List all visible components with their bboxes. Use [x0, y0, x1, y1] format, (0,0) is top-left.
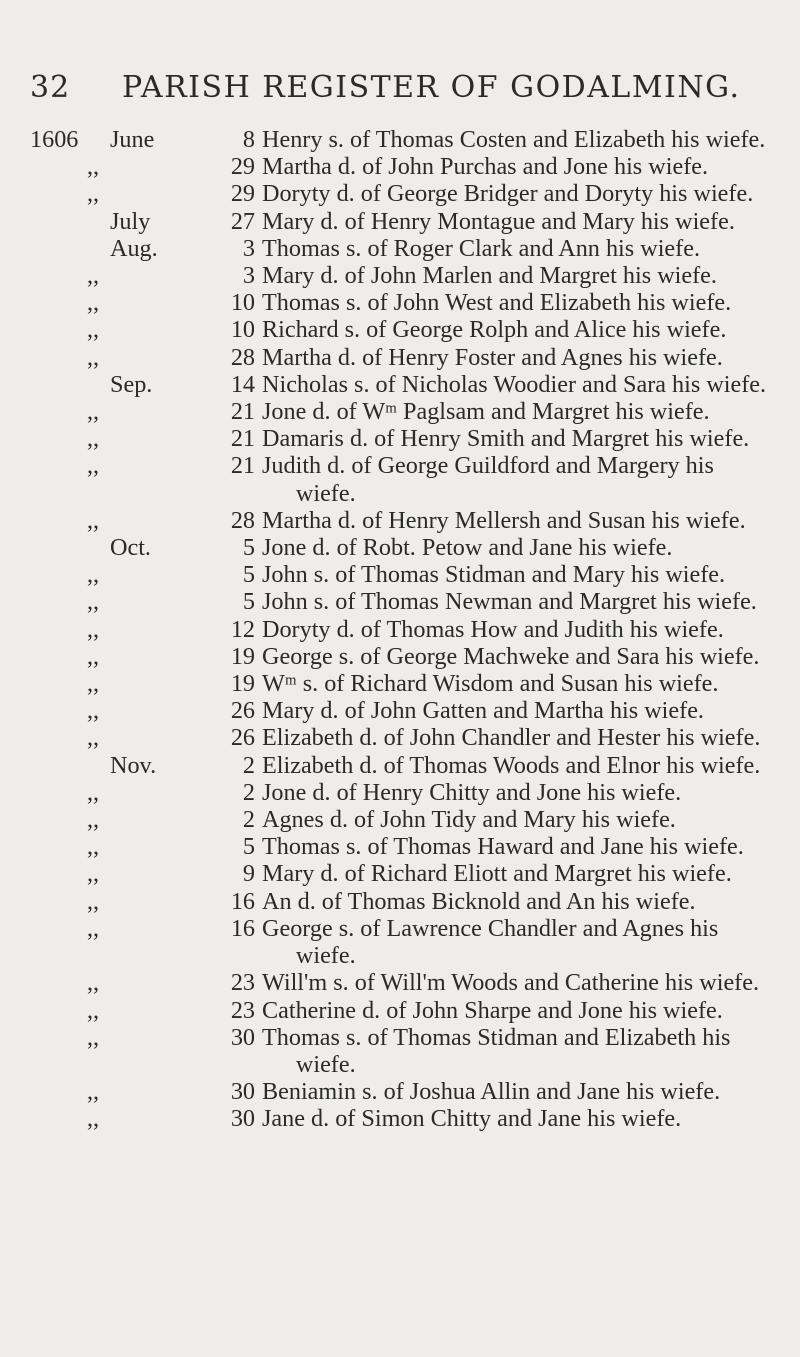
register-entry: [30, 316, 775, 343]
entry-ditto-mark: ,,: [87, 724, 100, 752]
entry-day: 30: [230, 1023, 255, 1051]
register-entry: [30, 724, 775, 751]
register-entry: [30, 561, 775, 588]
entry-text: Jone d. of Henry Chitty and Jone his wiefe.: [262, 778, 682, 806]
register-entry: [30, 997, 775, 1024]
entry-day: 26: [230, 697, 255, 725]
entry-text: John s. of Thomas Newman and Margret his wiefe.: [262, 588, 757, 616]
entry-ditto-mark: ,,: [87, 262, 100, 290]
register-entry: [30, 208, 775, 235]
entry-day: 16: [230, 914, 255, 942]
entry-ditto-mark: ,,: [87, 316, 100, 344]
entry-day: 3: [242, 234, 255, 262]
entry-ditto-mark: ,,: [87, 561, 100, 589]
register-entry: [30, 126, 775, 153]
register-entry: [30, 969, 775, 996]
entry-ditto-mark: ,,: [87, 289, 100, 317]
entry-day: 2: [242, 778, 255, 806]
register-entry: [30, 452, 775, 506]
register-entry: [30, 344, 775, 371]
entry-day: 21: [230, 452, 255, 480]
entry-month: Sep.: [110, 370, 153, 398]
entry-day: 9: [242, 860, 255, 888]
register-entry: [30, 670, 775, 697]
entry-ditto-mark: ,,: [87, 1023, 100, 1051]
entry-text: George s. of Lawrence Chandler and Agnes his wiefe.: [262, 914, 719, 970]
entry-text: George s. of George Machweke and Sara his wiefe.: [262, 642, 760, 670]
entry-ditto-mark: ,,: [87, 1078, 100, 1106]
entry-ditto-mark: ,,: [87, 398, 100, 426]
entry-month: Aug.: [110, 234, 158, 262]
entry-ditto-mark: ,,: [87, 452, 100, 480]
register-entry: [30, 289, 775, 316]
entry-day: 2: [242, 806, 255, 834]
entry-day: 8: [242, 126, 255, 153]
entry-text: Mary d. of John Gatten and Martha his wiefe.: [262, 697, 704, 725]
page-number: 32: [30, 70, 71, 105]
entry-ditto-mark: ,,: [87, 833, 100, 861]
entry-text: Will'm s. of Will'm Woods and Catherine his wiefe.: [262, 969, 760, 997]
entry-day: 27: [230, 207, 255, 235]
entry-ditto-mark: ,,: [87, 670, 100, 698]
register-entry: [30, 779, 775, 806]
entry-ditto-mark: ,,: [87, 778, 100, 806]
entry-text: Mary d. of Richard Eliott and Margret his wiefe.: [262, 860, 732, 888]
register-entry: [30, 915, 775, 969]
entry-ditto-mark: ,,: [87, 642, 100, 670]
entry-ditto-mark: ,,: [87, 969, 100, 997]
entry-text: An d. of Thomas Bicknold and An his wiefe.: [262, 887, 696, 915]
entry-day: 3: [242, 262, 255, 290]
entry-text: Catherine d. of John Sharpe and Jone his wiefe.: [262, 996, 723, 1024]
entry-day: 29: [230, 180, 255, 208]
entry-day: 5: [242, 833, 255, 861]
register-entry: [30, 697, 775, 724]
entry-day: 2: [242, 751, 255, 779]
register-entry: [30, 588, 775, 615]
entry-text: Martha d. of Henry Foster and Agnes his wiefe.: [262, 343, 723, 371]
entry-text: Thomas s. of Thomas Haward and Jane his wiefe.: [262, 833, 744, 861]
register-entry: [30, 507, 775, 534]
entry-day: 16: [230, 887, 255, 915]
entry-text: Beniamin s. of Joshua Allin and Jane his wiefe.: [262, 1078, 721, 1106]
entry-text: Thomas s. of Roger Clark and Ann his wiefe.: [262, 234, 700, 262]
entry-day: 26: [230, 724, 255, 752]
entry-text: Mary d. of John Marlen and Margret his wiefe.: [262, 262, 717, 290]
entry-day: 5: [242, 588, 255, 616]
entry-year: 1606: [30, 126, 79, 153]
register-entry: [30, 616, 775, 643]
register-entry: [30, 153, 775, 180]
page-header: [30, 70, 740, 120]
register-entry: [30, 833, 775, 860]
entry-day: 30: [230, 1078, 255, 1106]
entry-text: Judith d. of George Guildford and Margery his wiefe.: [262, 452, 714, 507]
entry-text: Nicholas s. of Nicholas Woodier and Sara his wiefe.: [262, 370, 767, 398]
register-entry: [30, 1105, 775, 1132]
entry-ditto-mark: ,,: [87, 615, 100, 643]
entry-text: Elizabeth d. of Thomas Woods and Elnor his wiefe.: [262, 751, 761, 779]
entry-day: 10: [230, 316, 255, 344]
entry-ditto-mark: ,,: [87, 506, 100, 534]
entry-month: Oct.: [110, 534, 151, 562]
entry-ditto-mark: ,,: [87, 860, 100, 888]
entry-text: Jone d. of Wᵐ Paglsam and Margret his wiefe.: [262, 398, 710, 426]
baptism-entries: [30, 126, 775, 1133]
entry-day: 21: [230, 398, 255, 426]
entry-text: Agnes d. of John Tidy and Mary his wiefe.: [262, 806, 676, 834]
entry-ditto-mark: ,,: [87, 180, 100, 208]
entry-day: 28: [230, 506, 255, 534]
entry-ditto-mark: ,,: [87, 697, 100, 725]
entry-day: 5: [242, 561, 255, 589]
entry-ditto-mark: ,,: [87, 806, 100, 834]
entry-day: 21: [230, 425, 255, 453]
entry-text: Damaris d. of Henry Smith and Margret his wiefe.: [262, 425, 750, 453]
entry-ditto-mark: ,,: [87, 425, 100, 453]
entry-text: Elizabeth d. of John Chandler and Hester his wiefe.: [262, 724, 761, 752]
entry-text: Doryty d. of George Bridger and Doryty his wiefe.: [262, 180, 754, 208]
entry-day: 23: [230, 969, 255, 997]
entry-day: 28: [230, 343, 255, 371]
entry-text: Thomas s. of Thomas Stidman and Elizabeth his wiefe.: [262, 1023, 731, 1078]
register-entry: [30, 643, 775, 670]
entry-ditto-mark: ,,: [87, 153, 100, 181]
register-entry: [30, 1078, 775, 1105]
entry-text: Doryty d. of Thomas How and Judith his wiefe.: [262, 615, 724, 643]
register-entry: [30, 371, 775, 398]
entry-ditto-mark: ,,: [87, 588, 100, 616]
entry-text: Richard s. of George Rolph and Alice his wiefe.: [262, 316, 727, 344]
register-entry: [30, 425, 775, 452]
entry-text: Martha d. of John Purchas and Jone his wiefe.: [262, 153, 709, 181]
entry-month: Nov.: [110, 751, 157, 779]
register-entry: [30, 262, 775, 289]
register-entry: [30, 888, 775, 915]
entry-text: Martha d. of Henry Mellersh and Susan his wiefe.: [262, 506, 746, 534]
register-entry: [30, 534, 775, 561]
entry-day: 14: [230, 370, 255, 398]
entry-text: Mary d. of Henry Montague and Mary his wiefe.: [262, 207, 735, 235]
entry-day: 23: [230, 996, 255, 1024]
entry-ditto-mark: ,,: [87, 887, 100, 915]
register-entry: [30, 806, 775, 833]
entry-day: 29: [230, 153, 255, 181]
entry-day: 12: [230, 615, 255, 643]
entry-text: Thomas s. of John West and Elizabeth his wiefe.: [262, 289, 732, 317]
entry-month: July: [110, 207, 151, 235]
entry-month: June: [110, 126, 155, 153]
entry-day: 30: [230, 1105, 255, 1133]
register-entry: [30, 180, 775, 207]
register-entry: [30, 235, 775, 262]
entry-day: 19: [230, 670, 255, 698]
entry-day: 5: [242, 534, 255, 562]
entry-text: Henry s. of Thomas Costen and Elizabeth his wiefe.: [262, 126, 766, 153]
entry-day: 10: [230, 289, 255, 317]
register-entry: [30, 860, 775, 887]
entry-text: John s. of Thomas Stidman and Mary his wiefe.: [262, 561, 726, 589]
entry-text: Jone d. of Robt. Petow and Jane his wiefe.: [262, 534, 673, 562]
entry-ditto-mark: ,,: [87, 1105, 100, 1133]
entry-day: 19: [230, 642, 255, 670]
register-entry: [30, 398, 775, 425]
register-entry: [30, 1024, 775, 1078]
entry-ditto-mark: ,,: [87, 996, 100, 1024]
entry-text: Wᵐ s. of Richard Wisdom and Susan his wiefe.: [262, 670, 719, 698]
entry-text: Jane d. of Simon Chitty and Jane his wiefe.: [262, 1105, 682, 1133]
entry-ditto-mark: ,,: [87, 343, 100, 371]
register-entry: [30, 752, 775, 779]
entry-ditto-mark: ,,: [87, 914, 100, 942]
running-title: PARISH REGISTER OF GODALMING.: [122, 70, 741, 105]
